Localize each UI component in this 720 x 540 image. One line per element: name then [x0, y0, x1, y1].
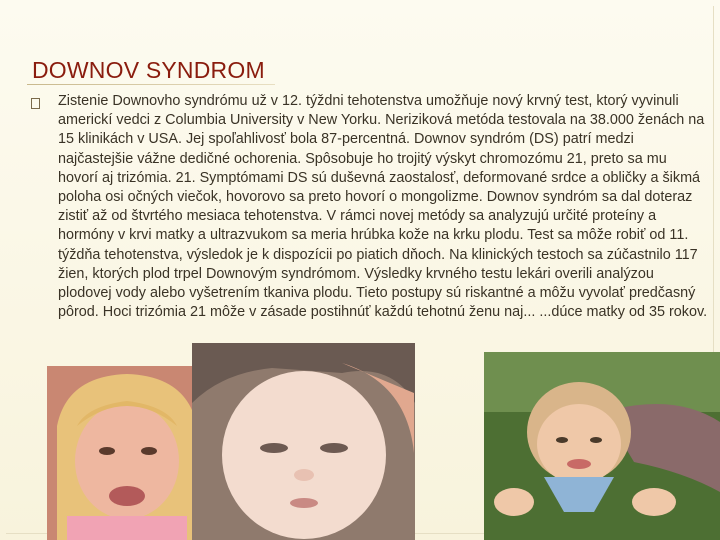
- photo-infant-face: [192, 343, 415, 540]
- square-bullet-icon: [31, 98, 40, 109]
- photo-girl-blonde: [47, 366, 206, 540]
- slide-title: DOWNOV SYNDROM: [32, 57, 265, 83]
- title-underline: [27, 84, 275, 85]
- body-paragraph: Zistenie Downovho syndrómu už v 12. týždni tehotenstva umožňuje nový krvný test, ktorý vyvinuli americkí vedci z Columbia University v New Yorku. Neriziková metóda testovala na 38.000 ženách na 15 klinikách v USA. Jej spoľahlivosť bola 87-percentná. Downov syndróm (DS) patrí medzi najčastejšie vážne dedičné ochorenia. Spôsobuje ho trojitý výskyt chromozómu 21, preto sa mu hovorí aj trizómia. 21. Symptómami DS sú duševná zaostalosť, deformované srdce a obličky a šikmá poloha osi očných viečok, hovorovo sa preto hovorí o mongolizme. Downov syndróm sa dal doteraz zistiť až od štvrtého mesiaca tehotenstva. V rámci novej metódy sa analyzujú určité proteíny a hormóny v krvi matky a ultrazvukom sa meria hrúbka kože na krku plodu. Test sa môže robiť od 11. týždňa tehotenstva, výsledok je k dispozícii po piatich dňoch. Na klinických testoch sa zúčastnilo 117 žien, ktorých plod trpel Downovým syndrómom. Výsledky krvného testu lekári overili analýzou plodovej vody alebo vyšetrením tkaniva plodu. Tieto postupy sú riskantné a môžu vyvolať predčasný pôrod. Hoci trizómia 21 môže v zásade postihnúť každú tehotnú ženu naj... ...dúce matky od 35 rokov.: [58, 93, 708, 321]
- photo-toddler-on-grass: [484, 352, 720, 540]
